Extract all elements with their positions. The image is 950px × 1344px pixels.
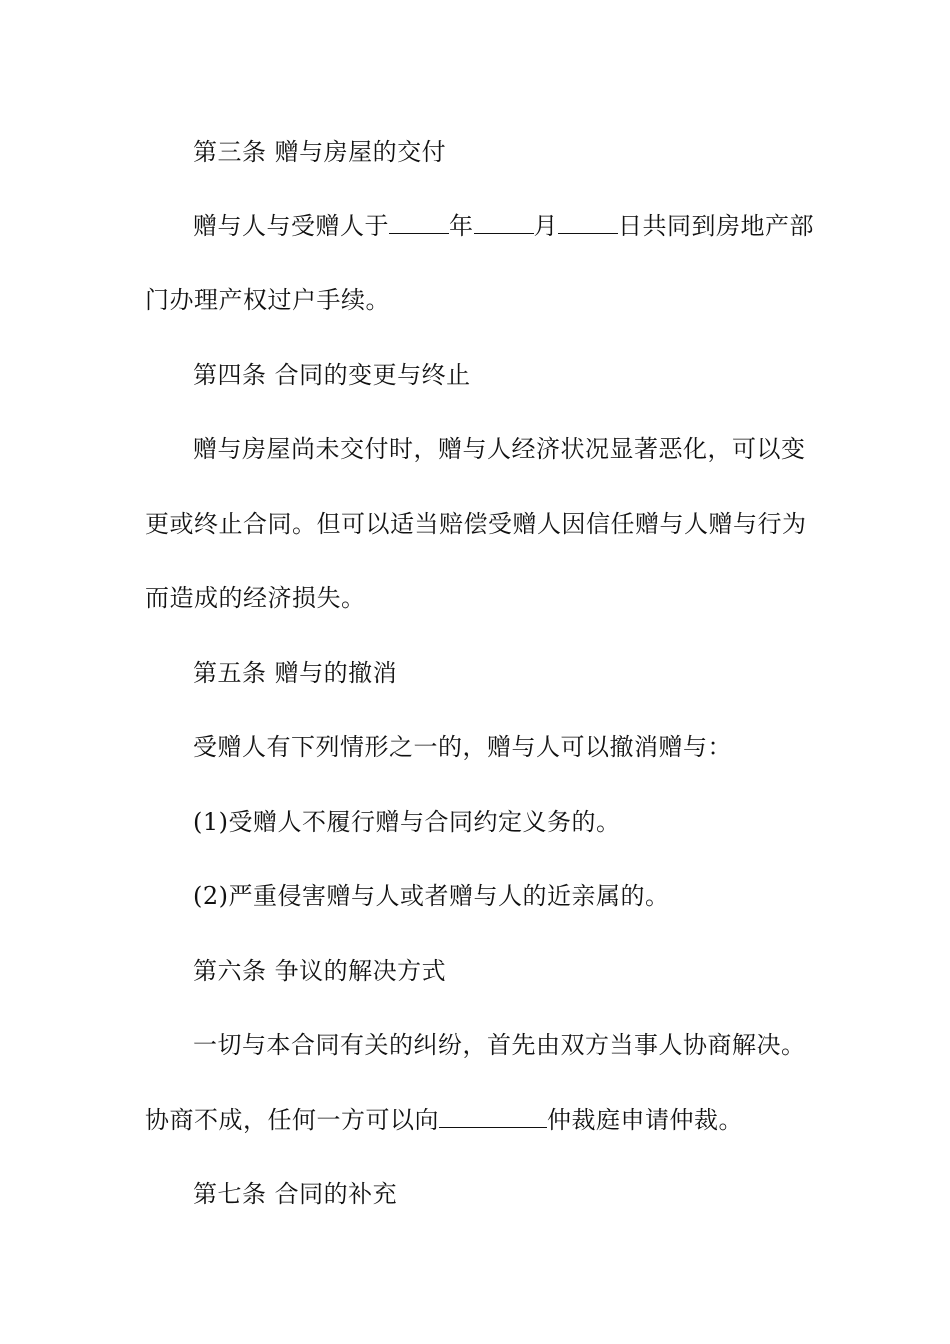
article-6-paragraph-line-2	[145, 1102, 845, 1138]
article-6-heading: 第六条 争议的解决方式	[193, 957, 447, 985]
article-4-paragraph-line-2: 更或终止合同。但可以适当赔偿受赠人因信任赠与人赠与行为	[145, 510, 807, 538]
article-3-text-a: 赠与人与受赠人于	[193, 212, 389, 240]
article-7-heading: 第七条 合同的补充	[193, 1180, 398, 1208]
article-5-heading: 第五条 赠与的撤消	[193, 659, 398, 687]
article-3-heading: 第三条 赠与房屋的交付	[193, 138, 447, 166]
article-5-paragraph-line-1: 受赠人有下列情形之一的，赠与人可以撤消赠与：	[193, 733, 732, 761]
day-blank	[558, 209, 618, 234]
arbitration-blank	[439, 1103, 547, 1128]
article-3-text-d: 日共同到房地产部	[618, 212, 814, 240]
article-4-heading: 第四条 合同的变更与终止	[193, 361, 471, 389]
article-3-paragraph-line-2: 门办理产权过户手续。	[145, 286, 390, 314]
article-4-paragraph-line-3: 而造成的经济损失。	[145, 584, 366, 612]
year-blank	[389, 209, 449, 234]
month-blank	[474, 209, 534, 234]
article-6-paragraph-line-1: 一切与本合同有关的纠纷，首先由双方当事人协商解决。	[193, 1031, 806, 1059]
article-6-text-a: 协商不成，任何一方可以向	[145, 1106, 439, 1134]
article-4-paragraph-line-1: 赠与房屋尚未交付时，赠与人经济状况显著恶化，可以变	[193, 435, 806, 463]
article-3-text-b: 年	[449, 212, 474, 240]
article-5-item-2: (2)严重侵害赠与人或者赠与人的近亲属的。	[193, 882, 670, 910]
article-3-paragraph-line-1	[193, 208, 893, 244]
article-6-text-b: 仲裁庭申请仲裁。	[547, 1106, 743, 1134]
article-5-item-1: (1)受赠人不履行赠与合同约定义务的。	[193, 808, 621, 836]
article-3-text-c: 月	[533, 212, 558, 240]
